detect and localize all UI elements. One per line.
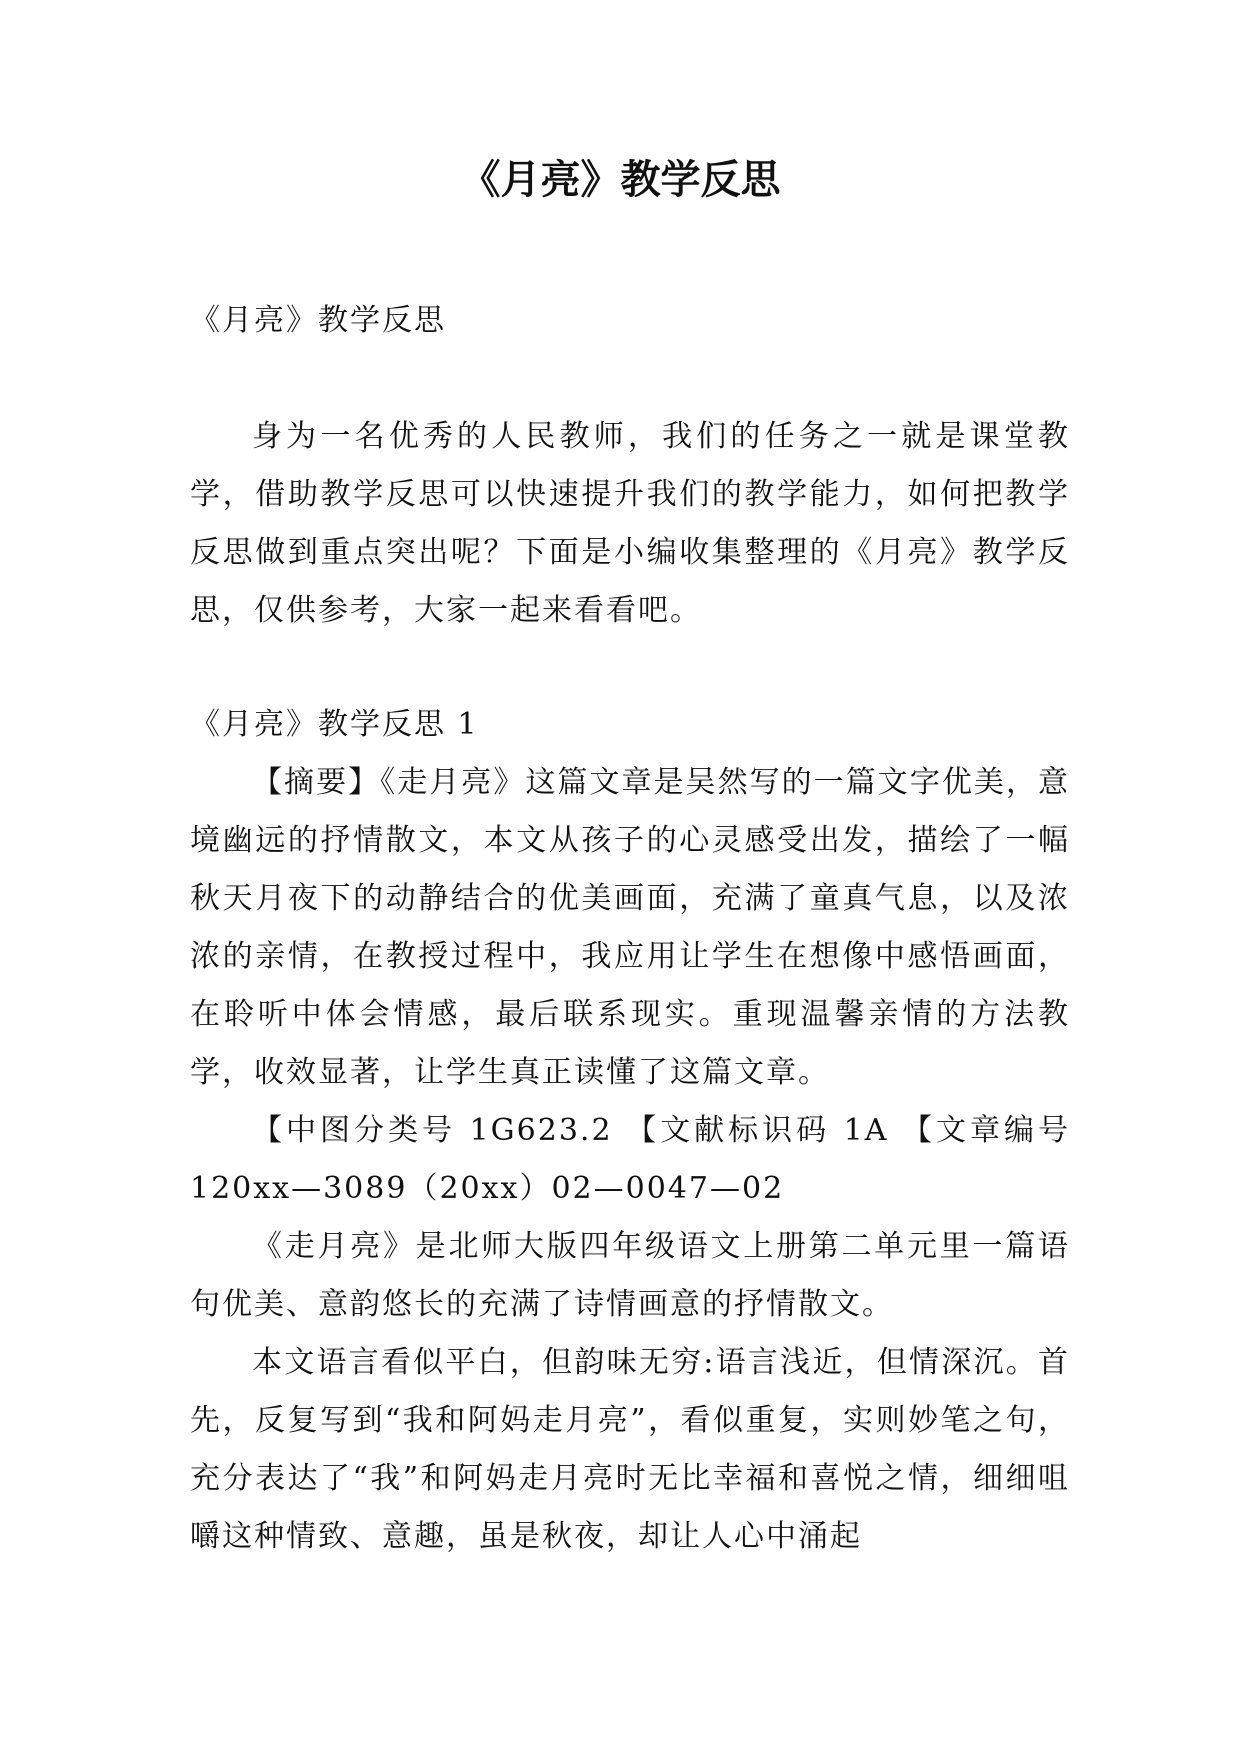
section-heading: 《月亮》教学反思 1 <box>190 707 479 742</box>
spacer <box>190 640 1070 696</box>
subtitle: 《月亮》教学反思 <box>190 303 446 338</box>
spacer <box>190 350 1070 408</box>
classification-paragraph: 【中图分类号 1G623.2 【文献标识码 1A 【文章编号 120xx—3089（20xx）02—0047—02 <box>190 1113 1070 1206</box>
document-title: 《月亮》教学反思 <box>460 157 781 203</box>
body-paragraph-1: 《走月亮》是北师大版四年级语文上册第二单元里一篇语句优美、意韵悠长的充满了诗情画意的抒情散文。 <box>190 1229 1070 1322</box>
abstract-paragraph: 【摘要】《走月亮》这篇文章是吴然写的一篇文字优美，意境幽远的抒情散文，本文从孩子的心灵感受出发，描绘了一幅秋天月夜下的动静结合的优美画面，充满了童真气息，以及浓浓的亲情，在教授过程中，我应用让学生在想像中感悟画面，在聆听中体会情感，最后联系现实。重现温馨亲情的方法教学，收效显著，让学生真正读懂了这篇文章。 <box>190 765 1070 1090</box>
body-paragraph-2: 本文语言看似平白，但韵味无穷:语言浅近，但情深沉。首先，反复写到“我和阿妈走月亮”，看似重复，实则妙笔之句，充分表达了“我”和阿妈走月亮时无比幸福和喜悦之情，细细咀嚼这种情致、意趣，虽是秋夜，却让人心中涌起 <box>190 1345 1070 1554</box>
document-body <box>190 292 1070 1566</box>
intro-paragraph: 身为一名优秀的人民教师，我们的任务之一就是课堂教学，借助教学反思可以快速提升我们的教学能力，如何把教学反思做到重点突出呢？下面是小编收集整理的《月亮》教学反思，仅供参考，大家一起来看看吧。 <box>190 419 1070 628</box>
